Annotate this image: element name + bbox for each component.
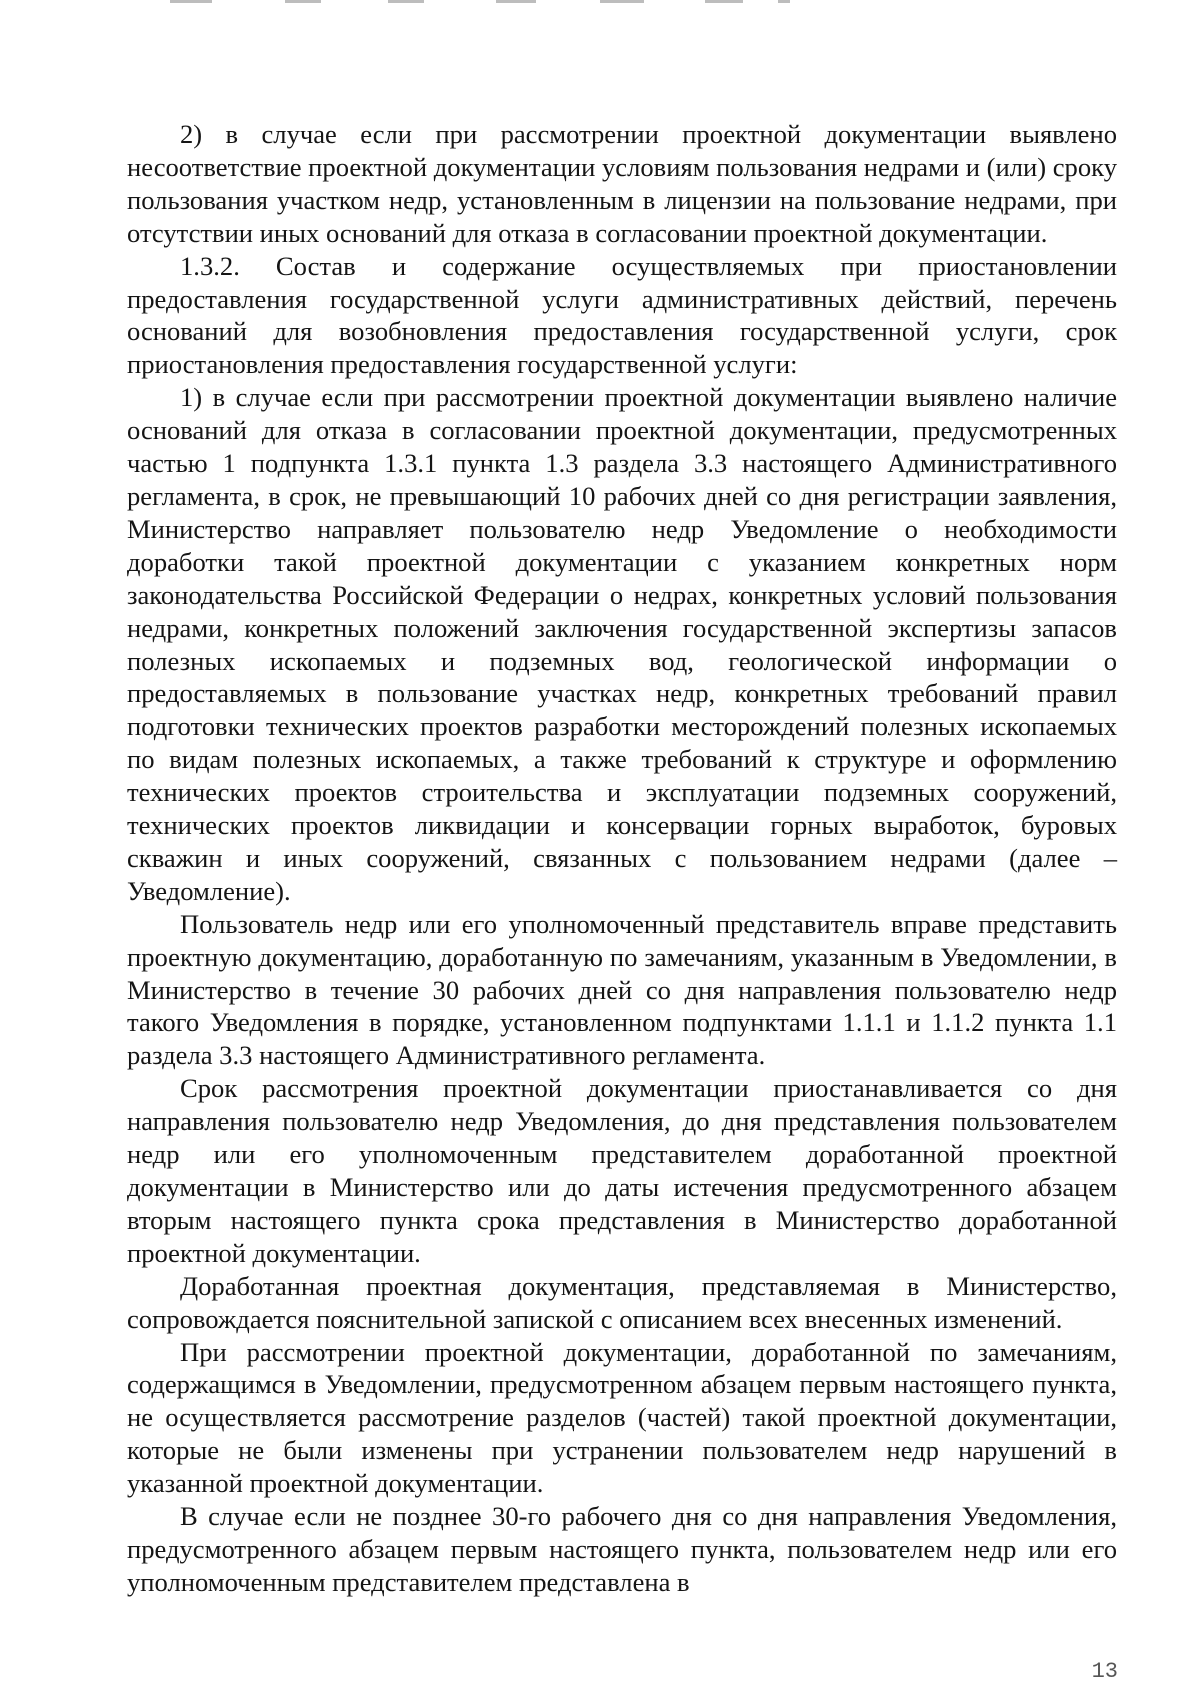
paragraph: Срок рассмотрения проектной документации приостанавливается со дня направления пользователю недр Уведомления, до дня представления пользователем недр или его уполномоченным представителем доработанной проектной документации в Министерство или до даты истечения предусмотренного абзацем вторым настоящего пункта срока представления в Министерство доработанной проектной документации. [127, 1073, 1117, 1268]
paragraph: 1) в случае если при рассмотрении проектной документации выявлено наличие оснований для отказа в согласовании проектной документации, предусмотренных частью 1 подпункта 1.3.1 пункта 1.3 раздела 3.3 настоящего Административного регламента, в срок, не превышающий 10 рабочих дней со дня регистрации заявления, Министерство направляет пользователю недр Уведомление о необходимости доработки такой проектной документации с указанием конкретных норм законодательства Российской Федерации о недрах, конкретных условий пользования недрами, конкретных положений заключения государственной экспертизы запасов полезных ископаемых и подземных вод, геологической информации о предоставляемых в пользование участках недр, конкретных требований правил подготовки технических проектов разработки месторождений полезных ископаемых по видам полезных ископаемых, а также требований к структуре и оформлению технических проектов строительства и эксплуатации подземных сооружений, технических проектов ликвидации и консервации горных выработок, буровых скважин и иных сооружений, связанных с пользованием недрами (далее – Уведомление). [127, 382, 1117, 906]
paragraph: При рассмотрении проектной документации, доработанной по замечаниям, содержащимся в Уведомлении, предусмотренном абзацем первым настоящего пункта, не осуществляется рассмотрение разделов (частей) такой проектной документации, которые не были изменены при устранении пользователем недр нарушений в указанной проектной документации. [127, 1336, 1117, 1499]
scan-edge-marks [0, 0, 1200, 6]
paragraph: 1.3.2. Состав и содержание осуществляемых при приостановлении предоставления государственной услуги административных действий, перечень оснований для возобновления предоставления государственной услуги, срок приостановления предоставления государственной услуги: [127, 250, 1117, 380]
paragraph: В случае если не позднее 30-го рабочего дня со дня направления Уведомления, предусмотренного абзацем первым настоящего пункта, пользователем недр или его уполномоченным представителем представлена в [127, 1501, 1117, 1597]
paragraph: Пользователь недр или его уполномоченный представитель вправе представить проектную документацию, доработанную по замечаниям, указанным в Уведомлении, в Министерство в течение 30 рабочих дней со дня направления пользователю недр такого Уведомления в порядке, установленном подпунктами 1.1.1 и 1.1.2 пункта 1.1 раздела 3.3 настоящего Административного регламента. [127, 908, 1117, 1071]
paragraph: Доработанная проектная документация, представляемая в Министерство, сопровождается пояснительной запиской с описанием всех внесенных изменений. [127, 1270, 1117, 1334]
document-body [127, 118, 1117, 1599]
paragraph: 2) в случае если при рассмотрении проектной документации выявлено несоответствие проектной документации условиям пользования недрами и (или) сроку пользования участком недр, установленным в лицензии на пользование недрами, при отсутствии иных оснований для отказа в согласовании проектной документации. [127, 119, 1117, 248]
page-number: 13 [1091, 1659, 1118, 1684]
